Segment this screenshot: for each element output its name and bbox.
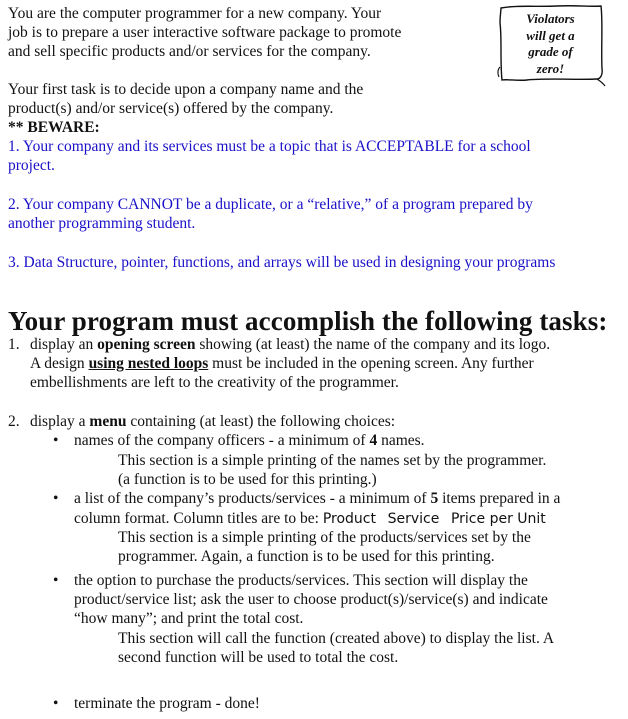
task-2-line-1: [30, 412, 620, 432]
column-title-service: Service: [387, 511, 440, 527]
bullet-2-text: [74, 489, 622, 509]
rule-2-line-2: another programming student.: [8, 215, 196, 232]
bullet-2-line-2: [74, 509, 622, 530]
bullet-2-num: 5: [430, 490, 439, 507]
task-2-bold: menu: [89, 413, 127, 430]
bullet-3-line-3: “how many”; and print the total cost.: [74, 610, 304, 627]
task-2-number: 2.: [8, 413, 20, 430]
task-1-line-2: [30, 354, 620, 374]
warning-line-3: grade of: [528, 44, 573, 59]
rule-2-line-1: 2. Your company CANNOT be a duplicate, or a “relative,” of a program prepared by: [8, 196, 533, 213]
task-1-number: 1.: [8, 336, 20, 353]
bullet-3-indent-1: This section will call the function (created above) to display the list. A: [118, 630, 555, 647]
bullet-3-line-2: product/service list; ask the user to choose product(s)/service(s) and indicate: [74, 591, 548, 608]
bullet-1-text: [74, 431, 622, 451]
bullet-3-icon: •: [53, 572, 59, 589]
nested-loops-emphasis: using nested loops: [88, 355, 209, 372]
warning-box: [497, 3, 604, 83]
task-1-line-3: embellishments are left to the creativity of the programmer.: [30, 374, 399, 391]
bullet-1-indent-1: This section is a simple printing of the names set by the programmer.: [118, 452, 547, 469]
task-2-pre: display a: [30, 413, 90, 430]
bullet-4-text: terminate the program - done!: [74, 695, 260, 712]
warning-line-4: zero!: [536, 60, 565, 76]
first-task-line-1: Your first task is to decide upon a company name and the: [8, 81, 364, 98]
bullet-2-indent-1: This section is a simple printing of the products/services set by the: [118, 529, 531, 546]
warning-line-1: Violators: [526, 11, 575, 26]
bullet-2-indent-2: programmer. Again, a function is to be used for this printing.: [118, 548, 495, 565]
task-1-line2-pre: A design: [30, 355, 89, 372]
column-title-product: Product: [322, 511, 376, 527]
rule-1-line-2: project.: [8, 157, 55, 174]
column-title-price: Price per Unit: [450, 511, 546, 527]
first-task-line-2: product(s) and/or service(s) offered by the company.: [8, 100, 334, 117]
bullet-2-line2-text: column format. Column titles are to be:: [74, 510, 323, 527]
warning-line-2: will get a: [526, 27, 575, 43]
task-1-line-1: [30, 335, 620, 355]
bullet-4-icon: •: [53, 695, 59, 712]
bullet-3-line-1: the option to purchase the products/services. This section will display the: [74, 572, 528, 589]
beware-label: ** BEWARE:: [8, 119, 100, 136]
bullet-2-icon: •: [53, 490, 59, 507]
task-1-pre: display an: [30, 336, 98, 353]
bullet-3-indent-2: second function will be used to total the cost.: [118, 649, 399, 666]
task-1-line2-post: must be included in the opening screen. Any further: [208, 355, 534, 372]
task-1-post: showing (at least) the name of the company and its logo.: [195, 336, 551, 353]
bullet-1-post: names.: [377, 432, 425, 449]
task-2-post: containing (at least) the following choices:: [126, 413, 396, 430]
intro-line-2: job is to prepare a user interactive software package to promote: [8, 24, 402, 41]
tasks-heading: Your program must accomplish the following tasks:: [8, 306, 608, 336]
bullet-1-num: 4: [369, 432, 378, 449]
rule-3: 3. Data Structure, pointer, functions, and arrays will be used in designing your programs: [8, 254, 556, 271]
bullet-1-pre: names of the company officers - a minimum of: [74, 432, 370, 449]
bullet-1-indent-2: (a function is to be used for this printing.): [118, 471, 377, 488]
rule-1-line-1: 1. Your company and its services must be a topic that is ACCEPTABLE for a school: [8, 138, 531, 155]
bullet-2-pre: a list of the company’s products/services - a minimum of: [74, 490, 431, 507]
bullet-2-post: items prepared in a: [438, 490, 561, 507]
intro-line-1: You are the computer programmer for a new company. Your: [8, 5, 382, 22]
bullet-1-icon: •: [53, 432, 59, 449]
task-1-bold: opening screen: [97, 336, 196, 353]
intro-line-3: and sell specific products and/or services for the company.: [8, 43, 371, 60]
